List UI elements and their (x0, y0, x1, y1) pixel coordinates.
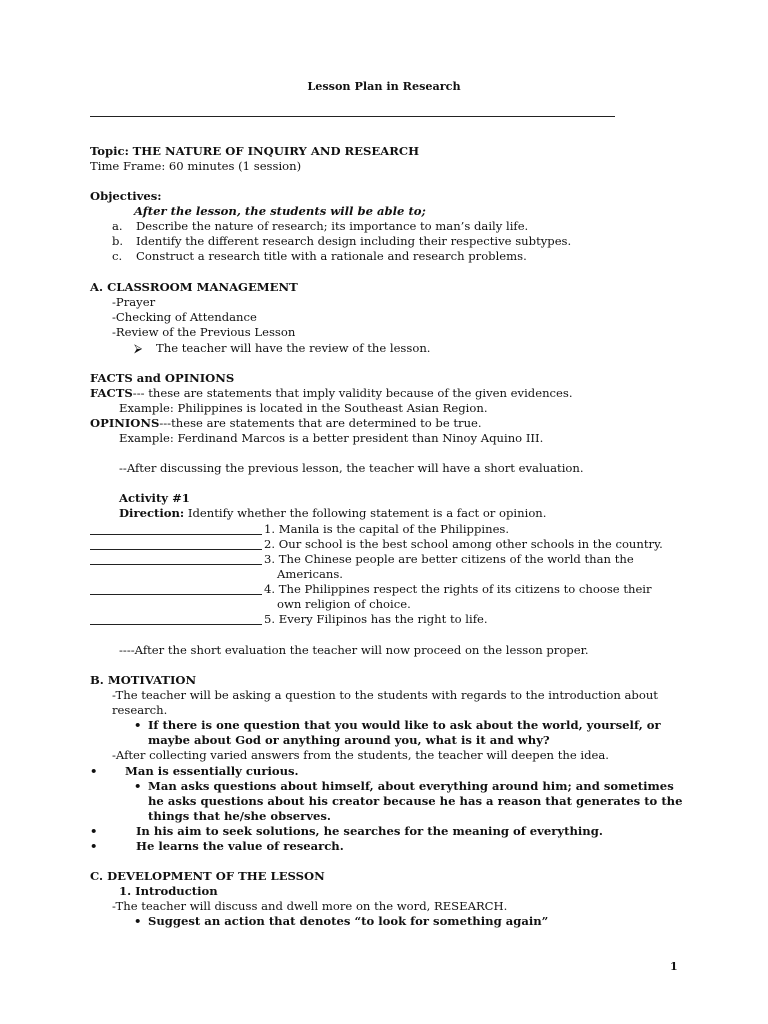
sub-point-continued: he asks questions about his creator because he has a reason that generates to the (148, 794, 683, 808)
bullet-icon: • (134, 914, 142, 928)
bullet-icon: • (134, 718, 142, 732)
objective-item: Identify the different research design including their respective subtypes. (136, 234, 572, 248)
arrow-item (134, 341, 430, 355)
motivation-question (134, 718, 661, 732)
page-number: 1 (670, 960, 678, 973)
objective-item: Construct a research title with a rationale and research problems. (136, 249, 527, 263)
activity-heading: Activity #1 (119, 491, 190, 505)
objective-item: Describe the nature of research; its importance to man’s daily life. (136, 219, 529, 233)
evaluation-note: --After discussing the previous lesson, the teacher will have a short evaluation. (119, 461, 584, 475)
opinions-example: Example: Ferdinand Marcos is a better president than Ninoy Aquino III. (119, 431, 544, 445)
section-a-item: -Prayer (112, 295, 156, 309)
topic-text: THE NATURE OF INQUIRY AND RESEARCH (132, 144, 420, 158)
key-point (90, 824, 603, 838)
key-point-text: Man is essentially curious. (125, 764, 299, 778)
bullet-icon: • (90, 824, 98, 838)
opinions-text: ---these are statements that are determined to be true. (159, 416, 482, 430)
motivation-line: research. (112, 703, 168, 717)
facts-definition (90, 386, 573, 400)
activity-item: 3. The Chinese people are better citizens of the world than the (264, 552, 634, 566)
document-title: Lesson Plan in Research (307, 79, 461, 93)
objectives-heading: Objectives: (90, 189, 162, 203)
activity-item-continued: Americans. (277, 567, 343, 581)
direction-text: Identify whether the following statement is a fact or opinion. (184, 506, 547, 520)
bullet-icon: • (134, 779, 142, 793)
key-point (90, 839, 344, 853)
introduction-heading: 1. Introduction (119, 884, 218, 898)
facts-label: FACTS (90, 386, 133, 400)
opinions-label: OPINIONS (90, 416, 160, 430)
sub-point-continued: things that he/she observes. (148, 809, 331, 823)
sub-point-text: Man asks questions about himself, about everything around him; and sometimes (148, 779, 674, 793)
motivation-line: -After collecting varied answers from the students, the teacher will deepen the idea. (112, 748, 609, 762)
answer-blank (90, 534, 262, 535)
activity-item-continued: own religion of choice. (277, 597, 411, 611)
time-frame: Time Frame: 60 minutes (1 session) (90, 159, 302, 173)
key-point-text: He learns the value of research. (136, 839, 344, 853)
facts-text: --- these are statements that imply validity because of the given evidences. (132, 386, 573, 400)
answer-blank (90, 624, 262, 625)
bullet-icon: • (90, 764, 98, 778)
opinions-definition (90, 416, 482, 430)
activity-item: 1. Manila is the capital of the Philippines. (264, 522, 510, 536)
title-rule (90, 116, 615, 117)
section-a-item: -Checking of Attendance (112, 310, 257, 324)
key-point (90, 764, 299, 778)
activity-item: 5. Every Filipinos has the right to life. (264, 612, 488, 626)
topic-line (90, 144, 419, 158)
section-a-item: -Review of the Previous Lesson (112, 325, 296, 339)
topic-label: Topic: (90, 144, 129, 158)
section-a-heading: A. CLASSROOM MANAGEMENT (90, 280, 298, 294)
development-bullet (134, 914, 548, 928)
development-bullet-text: Suggest an action that denotes “to look for something again” (148, 914, 549, 928)
sub-point (134, 779, 674, 793)
answer-blank (90, 594, 262, 595)
section-b-heading: B. MOTIVATION (90, 673, 197, 687)
key-point-text: In his aim to seek solutions, he searches for the meaning of everything. (136, 824, 603, 838)
development-line: -The teacher will discuss and dwell more on the word, RESEARCH. (112, 899, 508, 913)
lesson-proper-note: ----After the short evaluation the teacher will now proceed on the lesson proper. (119, 643, 589, 657)
bullet-icon: • (90, 839, 98, 853)
objectives-intro: After the lesson, the students will be able to; (134, 204, 426, 218)
facts-example: Example: Philippines is located in the Southeast Asian Region. (119, 401, 488, 415)
activity-item: 4. The Philippines respect the rights of its citizens to choose their (264, 582, 652, 596)
answer-blank (90, 564, 262, 565)
activity-item: 2. Our school is the best school among other schools in the country. (264, 537, 663, 551)
arrow-item-text: The teacher will have the review of the lesson. (156, 341, 431, 355)
objective-marker: a. (112, 219, 123, 233)
objective-marker: c. (112, 249, 123, 263)
arrow-bullet-icon: ⮚ (134, 341, 143, 355)
direction-label: Direction: (119, 506, 185, 520)
objective-marker: b. (112, 234, 124, 248)
facts-heading: FACTS and OPINIONS (90, 371, 235, 385)
motivation-question-continued: maybe about God or anything around you, what is it and why? (148, 733, 550, 747)
question-text: If there is one question that you would like to ask about the world, yourself, or (148, 718, 661, 732)
activity-direction (119, 506, 546, 520)
section-c-heading: C. DEVELOPMENT OF THE LESSON (90, 869, 325, 883)
motivation-line: -The teacher will be asking a question to the students with regards to the introduction about (112, 688, 658, 702)
answer-blank (90, 549, 262, 550)
